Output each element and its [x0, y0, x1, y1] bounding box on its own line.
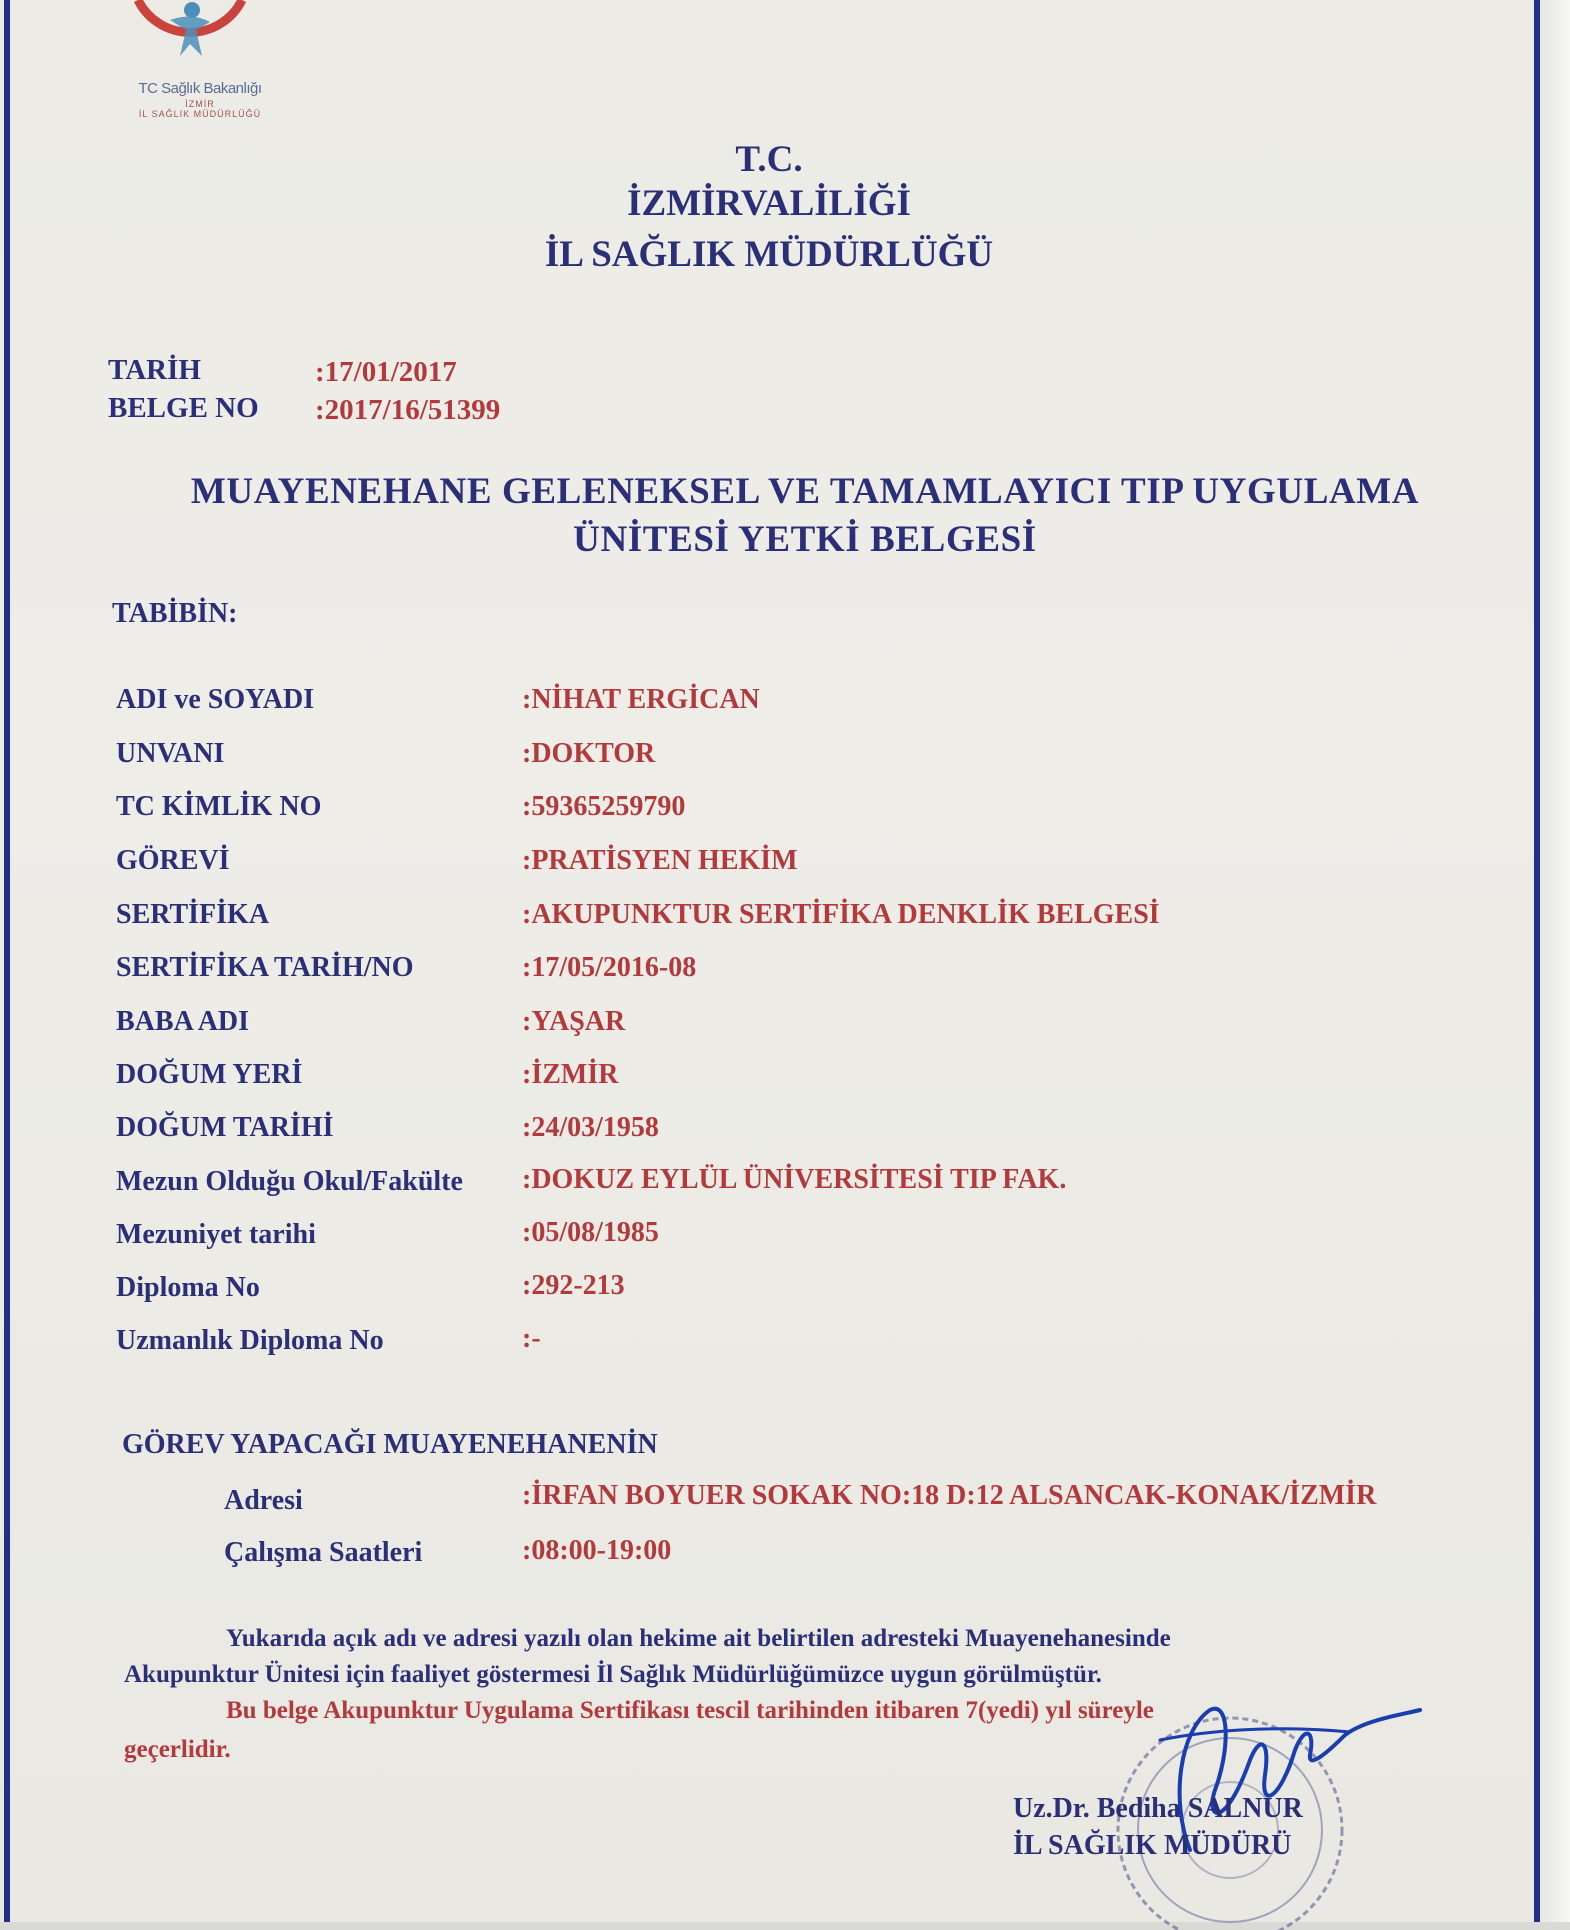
- clinic-section-heading: GÖREV YAPACAĞI MUAYENEHANENİN: [122, 1429, 658, 1460]
- field-label: GÖREVİ: [116, 845, 230, 876]
- field-label: BABA ADI: [116, 1006, 250, 1037]
- field-label: DOĞUM TARİHİ: [116, 1112, 334, 1143]
- ministry-name: TC Sağlık Bakanlığı: [138, 80, 262, 97]
- ministry-of-health-logo-icon: [110, 0, 290, 80]
- field-value: :17/05/2016-08: [522, 952, 697, 983]
- logo-city: İZMİR: [185, 99, 215, 109]
- field-label: TC KİMLİK NO: [116, 791, 322, 822]
- signatory-title: İL SAĞLIK MÜDÜRÜ: [1013, 1830, 1292, 1861]
- hours-label: Çalışma Saatleri: [224, 1537, 423, 1568]
- field-value: :NİHAT ERGİCAN: [522, 684, 760, 715]
- validity-line2: geçerlidir.: [124, 1736, 231, 1763]
- field-label: Mezun Olduğu Okul/Fakülte: [116, 1166, 463, 1197]
- field-value: :24/03/1958: [522, 1112, 659, 1143]
- field-label: UNVANI: [116, 738, 225, 769]
- logo-directorate: İL SAĞLIK MÜDÜRLÜĞÜ: [138, 109, 262, 119]
- left-border: [4, 0, 10, 1922]
- physician-section-heading: TABİBİN:: [112, 598, 238, 629]
- field-label: Diploma No: [116, 1272, 260, 1303]
- field-value: :DOKTOR: [522, 738, 656, 769]
- address-value: :İRFAN BOYUER SOKAK NO:18 D:12 ALSANCAK-KONAK/İZMİR: [522, 1480, 1377, 1511]
- ministry-logo: [110, 0, 290, 135]
- date-value: :17/01/2017: [315, 356, 457, 388]
- statement-line1: Yukarıda açık adı ve adresi yazılı olan hekime ait belirtilen adresteki Muayenehanesinde: [226, 1625, 1171, 1652]
- field-label: SERTİFİKA: [116, 899, 270, 930]
- field-value: :AKUPUNKTUR SERTİFİKA DENKLİK BELGESİ: [522, 899, 1160, 930]
- date-label: TARİH: [108, 354, 201, 386]
- hours-value: :08:00-19:00: [522, 1535, 672, 1566]
- field-label: Uzmanlık Diploma No: [116, 1325, 384, 1356]
- statement-line2: Akupunktur Ünitesi için faaliyet göstermesi İl Sağlık Müdürlüğümüzce uygun görülmüştür.: [124, 1661, 1102, 1688]
- header-tc: T.C.: [735, 139, 803, 180]
- field-value: :59365259790: [522, 791, 686, 822]
- field-value: :İZMİR: [522, 1059, 619, 1090]
- field-value: :PRATİSYEN HEKİM: [522, 845, 798, 876]
- field-label: SERTİFİKA TARİH/NO: [116, 952, 414, 983]
- field-value: :DOKUZ EYLÜL ÜNİVERSİTESİ TIP FAK.: [522, 1164, 1067, 1195]
- field-value: :-: [522, 1323, 541, 1354]
- field-value: :292-213: [522, 1270, 625, 1301]
- doc-no-label: BELGE NO: [108, 392, 259, 424]
- field-value: :YAŞAR: [522, 1006, 626, 1037]
- document-title-line1: MUAYENEHANE GELENEKSEL VE TAMAMLAYICI TIP UYGULAMA: [190, 471, 1420, 512]
- header-governorship: İZMİRVALİLİĞİ: [627, 183, 911, 224]
- address-label: Adresi: [224, 1485, 303, 1516]
- signatory-name: Uz.Dr. Bediha SALNUR: [1013, 1793, 1303, 1824]
- field-label: ADI ve SOYADI: [116, 684, 315, 715]
- validity-line1: Bu belge Akupunktur Uygulama Sertifikası tescil tarihinden itibaren 7(yedi) yıl süreyle: [226, 1697, 1154, 1724]
- header-directorate: İL SAĞLIK MÜDÜRLÜĞÜ: [544, 234, 994, 275]
- document-title-line2: ÜNİTESİ YETKİ BELGESİ: [573, 519, 1037, 560]
- doc-no-value: :2017/16/51399: [315, 394, 501, 426]
- field-value: :05/08/1985: [522, 1217, 659, 1248]
- page-edge: [1540, 0, 1570, 1922]
- field-label: Mezuniyet tarihi: [116, 1219, 316, 1250]
- field-label: DOĞUM YERİ: [116, 1059, 303, 1090]
